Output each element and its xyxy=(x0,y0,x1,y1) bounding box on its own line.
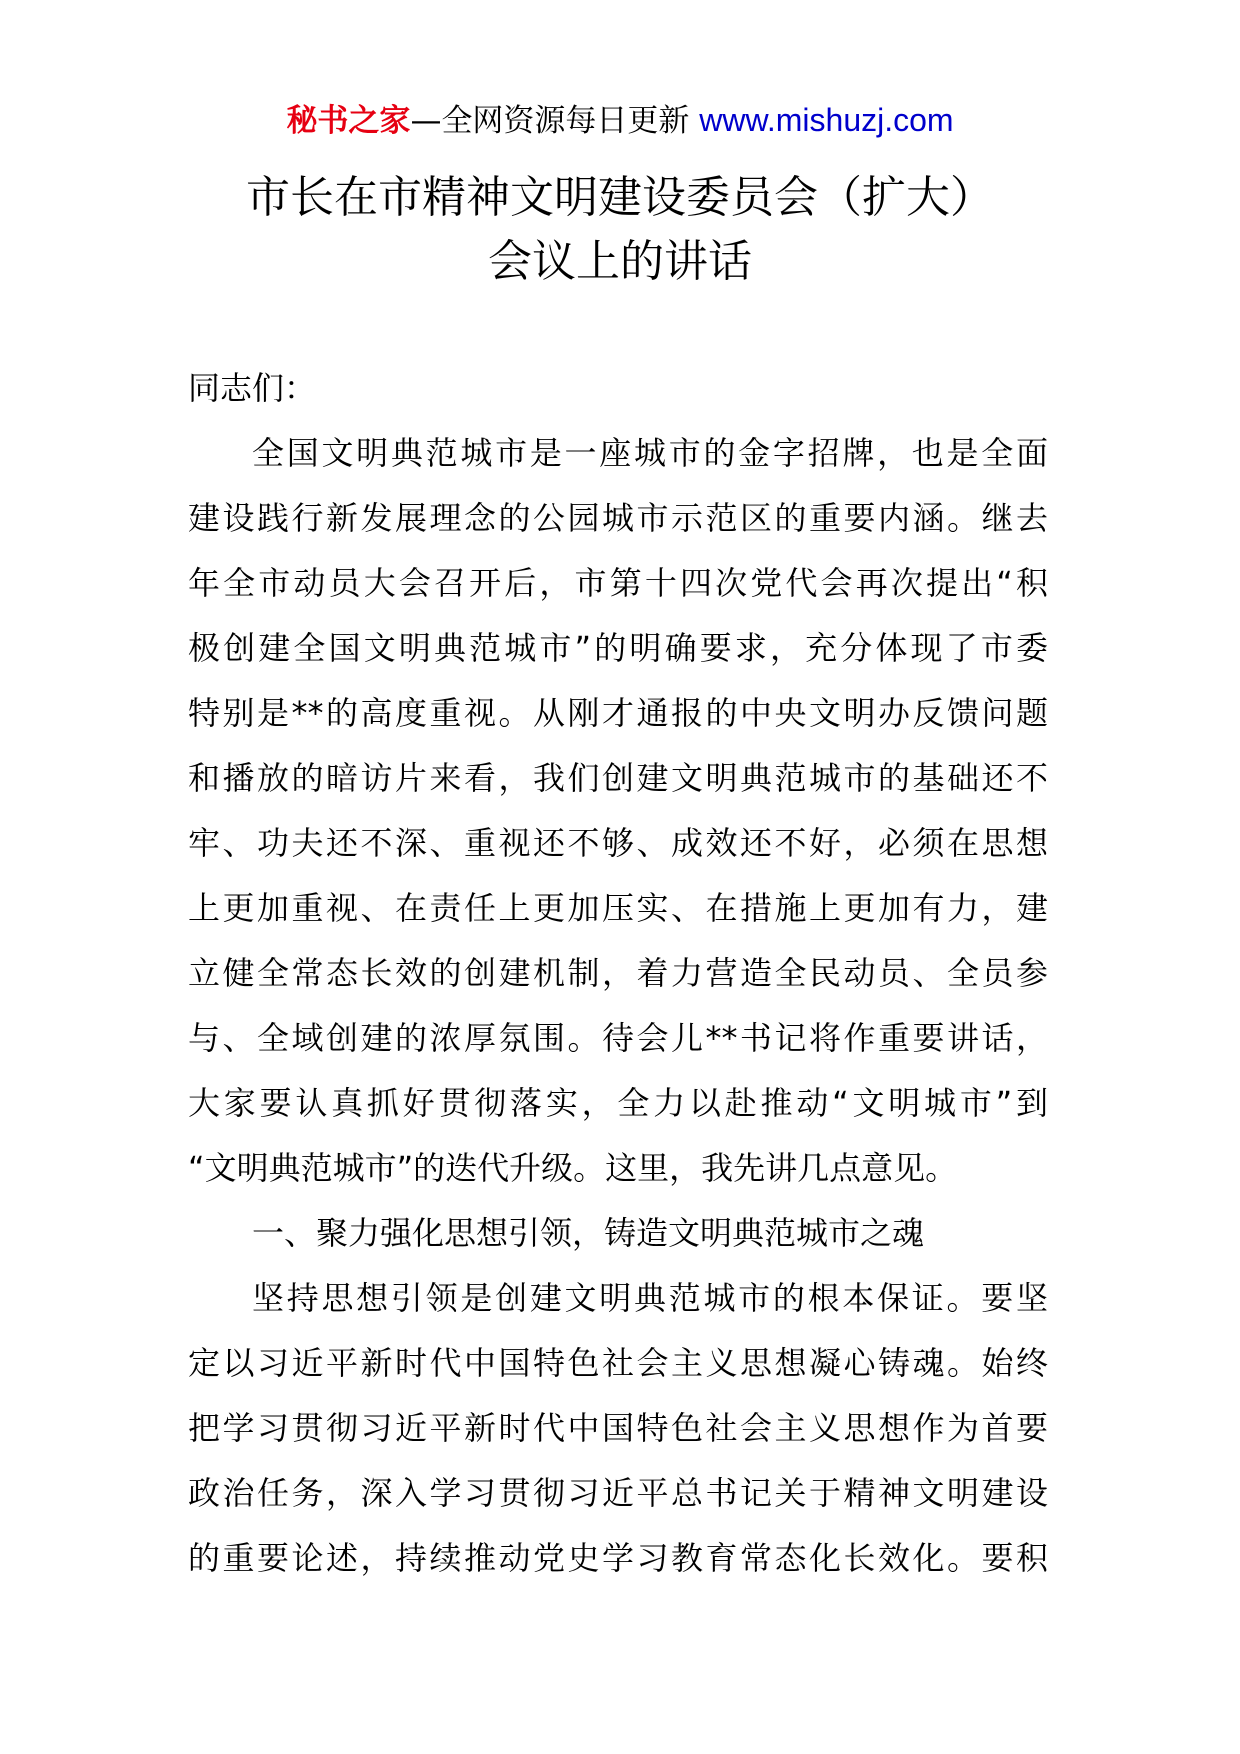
paragraph-line: 年全市动员大会召开后，市第十四次党代会再次提出“积 xyxy=(188,564,1048,602)
paragraph-line: 坚持思想引领是创建文明典范城市的根本保证。要坚 xyxy=(252,1279,1048,1317)
paragraph-line: 上更加重视、在责任上更加压实、在措施上更加有力，建 xyxy=(188,889,1048,927)
paragraph-line: 特别是**的高度重视。从刚才通报的中央文明办反馈问题 xyxy=(188,694,1048,732)
section-1-heading: 一、聚力强化思想引领，铸造文明典范城市之魂 xyxy=(252,1214,925,1252)
paragraph-line: 立健全常态长效的创建机制，着力营造全民动员、全员参 xyxy=(188,954,1048,992)
paragraph-line: 极创建全国文明典范城市”的明确要求，充分体现了市委 xyxy=(188,629,1048,667)
paragraph-line: 把学习贯彻习近平新时代中国特色社会主义思想作为首要 xyxy=(188,1409,1048,1447)
paragraph-line: “文明典范城市”的迭代升级。这里，我先讲几点意见。 xyxy=(188,1149,958,1187)
section-1-paragraph xyxy=(188,1266,1048,1591)
salutation: 同志们： xyxy=(188,369,317,407)
paragraph-line: 和播放的暗访片来看，我们创建文明典范城市的基础还不 xyxy=(188,759,1048,797)
document-title xyxy=(0,166,1240,294)
paragraph-line: 牢、功夫还不深、重视还不够、成效还不好，必须在思想 xyxy=(188,824,1048,862)
paragraph-line: 定以习近平新时代中国特色社会主义思想凝心铸魂。始终 xyxy=(188,1344,1048,1382)
banner-tagline: —全网资源每日更新 xyxy=(410,103,690,139)
title-line-1: 市长在市精神文明建设委员会（扩大） xyxy=(246,172,994,223)
paragraph-line: 全国文明典范城市是一座城市的金字招牌，也是全面 xyxy=(252,434,1048,472)
banner-url[interactable]: www.mishuzj.com xyxy=(699,102,954,138)
paragraph-line: 大家要认真抓好贯彻落实，全力以赴推动“文明城市”到 xyxy=(188,1084,1048,1122)
paragraph-line: 政治任务，深入学习贯彻习近平总书记关于精神文明建设 xyxy=(188,1474,1048,1512)
title-line-2: 会议上的讲话 xyxy=(488,236,752,287)
paragraph-line: 建设践行新发展理念的公园城市示范区的重要内涵。继去 xyxy=(188,499,1048,537)
paragraph-line: 的重要论述，持续推动党史学习教育常态化长效化。要积 xyxy=(188,1539,1048,1577)
paragraph-1 xyxy=(188,421,1048,1201)
document-body xyxy=(188,356,1048,1591)
header-banner xyxy=(0,100,1240,141)
brand-name: 秘书之家 xyxy=(286,103,411,139)
paragraph-line: 与、全域创建的浓厚氛围。待会儿**书记将作重要讲话， xyxy=(188,1019,1048,1057)
